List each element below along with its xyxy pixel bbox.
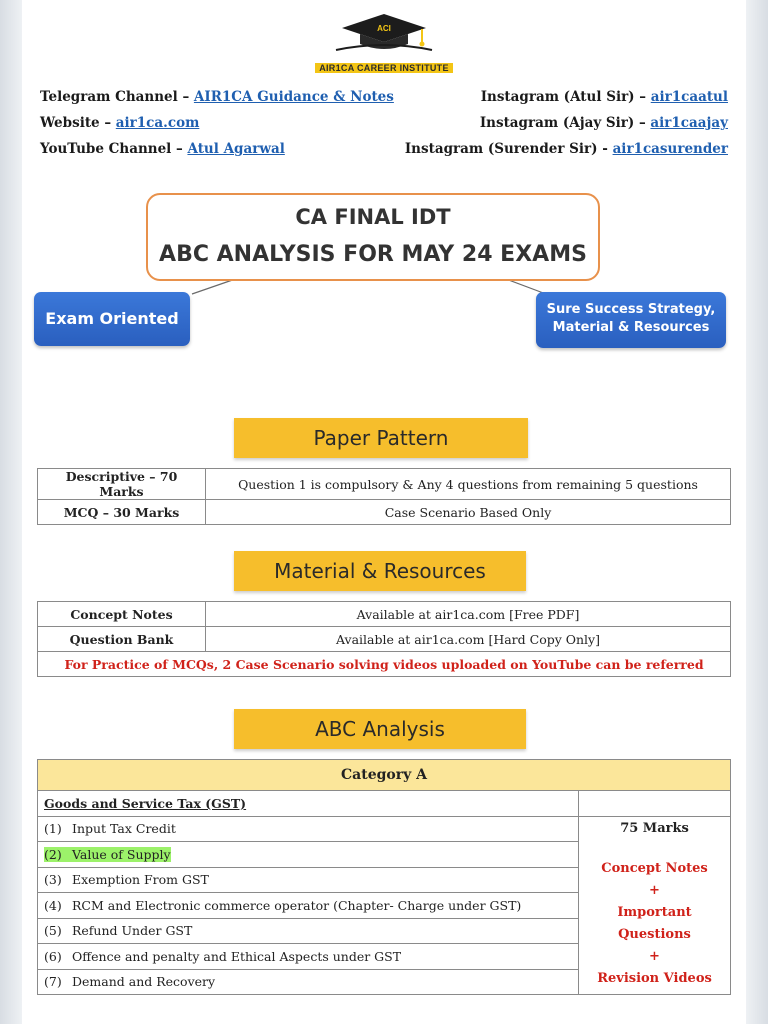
website-link[interactable]: air1ca.com — [115, 115, 200, 131]
empty-cell — [579, 791, 731, 817]
topic-cell — [38, 918, 579, 944]
table-row — [38, 602, 731, 627]
materials-table — [37, 601, 731, 677]
mcq-practice-note: For Practice of MCQs, 2 Case Scenario solving videos uploaded on YouTube can be referred — [38, 652, 731, 677]
exam-oriented-callout: Exam Oriented — [34, 292, 190, 346]
topic-cell — [38, 969, 579, 995]
material-value: Available at air1ca.com [Free PDF] — [206, 602, 731, 627]
material-value: Available at air1ca.com [Hard Copy Only] — [206, 627, 731, 652]
resource-plus: + — [649, 948, 660, 964]
topic-text-highlighted: Value of Supply — [72, 846, 171, 862]
document-page — [22, 0, 746, 1024]
strategy-callout-line-2: Material & Resources — [552, 320, 710, 335]
instagram-surender-link[interactable]: air1casurender — [612, 141, 728, 157]
category-heading: Category A — [38, 760, 731, 791]
title-box — [146, 193, 600, 281]
resource-concept-notes: Concept Notes — [601, 860, 708, 876]
abc-heading: ABC Analysis — [234, 709, 526, 749]
topic-cell — [38, 816, 579, 842]
topic-number: (5) — [44, 923, 62, 939]
topic-number: (4) — [44, 897, 62, 913]
instagram-ajay-label: Instagram (Ajay Sir) – — [479, 115, 651, 131]
page-margin-right — [746, 0, 768, 1024]
title-line-1: CA FINAL IDT — [295, 205, 451, 229]
paper-pattern-table — [37, 468, 731, 525]
resource-revision-videos: Revision Videos — [597, 970, 712, 986]
table-row — [38, 500, 731, 525]
telegram-label: Telegram Channel – — [40, 89, 194, 105]
topic-cell — [38, 893, 579, 919]
website-label: Website – — [40, 115, 116, 131]
instagram-ajay-link[interactable]: air1caajay — [650, 115, 728, 131]
pattern-value: Case Scenario Based Only — [206, 500, 731, 525]
strategy-callout — [536, 292, 726, 348]
resource-plus: + — [649, 882, 660, 898]
resources-cell — [579, 816, 731, 995]
table-row — [38, 469, 731, 500]
topic-number: (1) — [44, 821, 62, 837]
table-row — [38, 816, 731, 842]
youtube-label: YouTube Channel – — [40, 141, 188, 157]
topic-number: (7) — [44, 974, 62, 990]
topic-cell — [38, 842, 579, 868]
youtube-link[interactable]: Atul Agarwal — [187, 141, 285, 157]
topic-cell — [38, 867, 579, 893]
table-row — [38, 652, 731, 677]
logo-text: AIR1CA CAREER INSTITUTE — [315, 63, 453, 73]
pattern-label: Descriptive – 70 Marks — [38, 469, 206, 500]
topic-text: RCM and Electronic commerce operator (Chapter- Charge under GST) — [72, 897, 522, 913]
materials-heading: Material & Resources — [234, 551, 526, 591]
abc-table — [37, 759, 731, 995]
material-label: Question Bank — [38, 627, 206, 652]
instagram-atul-label: Instagram (Atul Sir) – — [480, 89, 651, 105]
topic-text: Refund Under GST — [72, 923, 193, 939]
logo-mark: ACI — [377, 24, 391, 33]
resource-important-questions: Important Questions — [617, 904, 692, 942]
subject-heading: Goods and Service Tax (GST) — [38, 791, 579, 817]
strategy-callout-line-1: Sure Success Strategy, — [546, 302, 716, 317]
page-margin-left — [0, 0, 22, 1024]
telegram-link[interactable]: AIR1CA Guidance & Notes — [193, 89, 394, 105]
paper-pattern-heading: Paper Pattern — [234, 418, 528, 458]
material-label: Concept Notes — [38, 602, 206, 627]
pattern-label: MCQ – 30 Marks — [38, 500, 206, 525]
topic-number: (6) — [44, 948, 62, 964]
instagram-atul-link[interactable]: air1caatul — [650, 89, 728, 105]
topic-text: Input Tax Credit — [72, 821, 176, 837]
pattern-value: Question 1 is compulsory & Any 4 questions from remaining 5 questions — [206, 469, 731, 500]
instagram-surender-label: Instagram (Surender Sir) - — [404, 141, 613, 157]
topic-text: Exemption From GST — [72, 872, 209, 888]
topic-text: Demand and Recovery — [72, 974, 216, 990]
title-line-2: ABC ANALYSIS FOR MAY 24 EXAMS — [159, 242, 587, 267]
topic-text: Offence and penalty and Ethical Aspects under GST — [72, 948, 402, 964]
topic-cell — [38, 944, 579, 970]
topic-number: (2) — [44, 846, 62, 862]
marks-value: 75 Marks — [620, 820, 689, 836]
table-row — [38, 627, 731, 652]
topic-number: (3) — [44, 872, 62, 888]
